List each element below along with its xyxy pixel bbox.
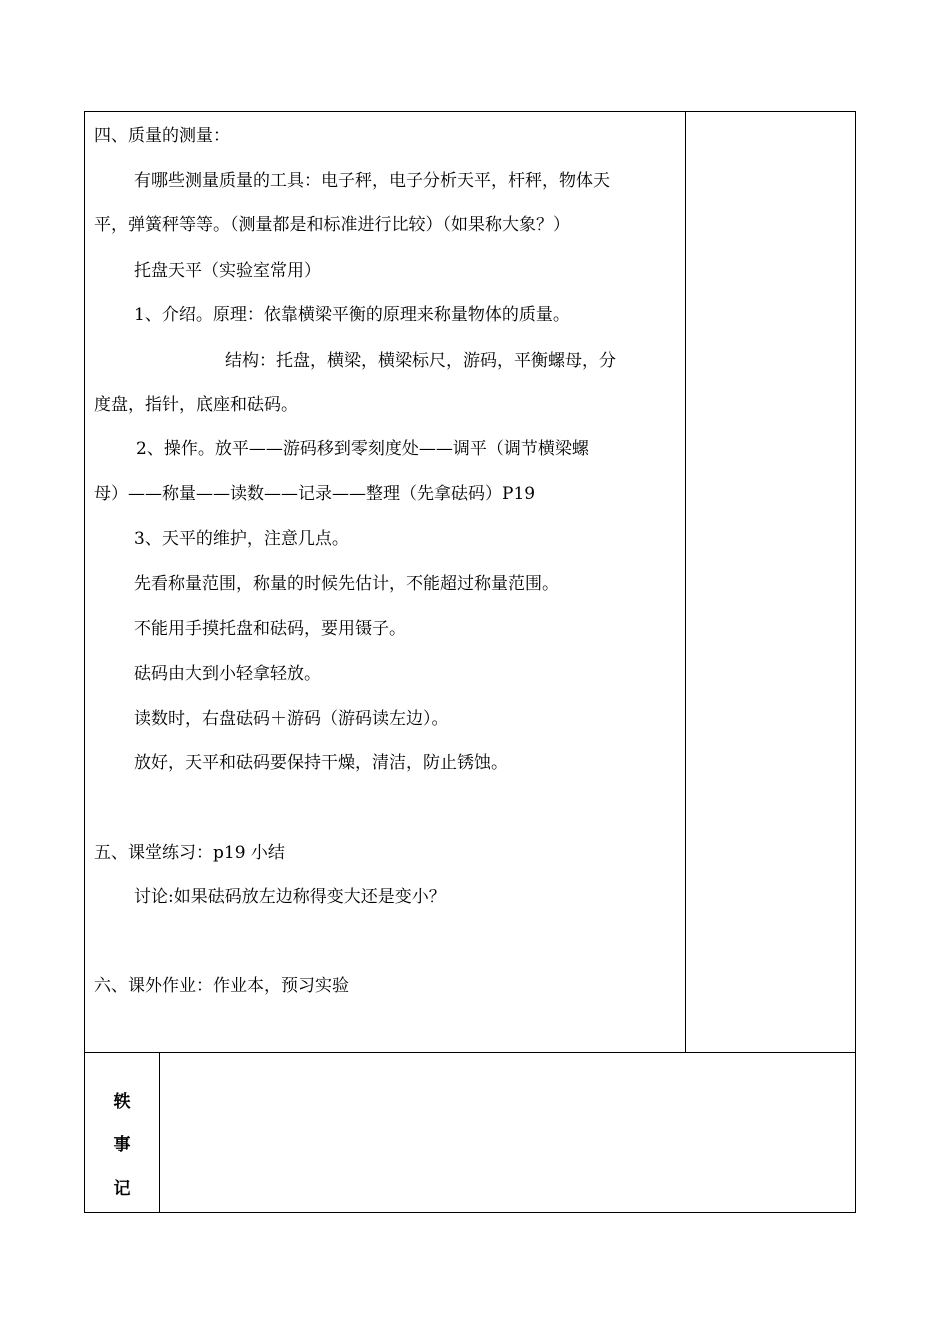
text-line: 1、介绍。原理：依靠横梁平衡的原理来称量物体的质量。	[134, 305, 570, 325]
text-line: 结构：托盘，横梁，横梁标尺，游码，平衡螺母，分	[225, 351, 616, 371]
section-heading: 六、课外作业：作业本，预习实验	[94, 976, 349, 996]
lesson-table	[84, 111, 856, 1213]
text-line: 读数时，右盘砝码＋游码（游码读左边）。	[134, 709, 449, 729]
text-line: 不能用手摸托盘和砝码，要用镊子。	[134, 619, 406, 639]
text-line: 有哪些测量质量的工具：电子秤，电子分析天平，杆秤，物体天	[134, 171, 610, 191]
section-heading: 四、质量的测量：	[94, 126, 230, 146]
text-line: 度盘，指针，底座和砝码。	[94, 395, 298, 415]
notes-label-char: 轶	[113, 1092, 131, 1112]
text-line: 托盘天平（实验室常用）	[134, 261, 321, 281]
notes-label-char: 记	[113, 1179, 131, 1199]
text-line: 平，弹簧秤等等。（测量都是和标准进行比较）（如果称大象？）	[94, 215, 570, 235]
column-divider	[685, 112, 686, 1052]
notes-area	[160, 1053, 855, 1212]
side-notes-cell	[686, 112, 855, 1052]
text-line: 讨论:如果砝码放左边称得变大还是变小？	[134, 887, 446, 907]
notes-label	[85, 1053, 159, 1213]
text-line: 先看称量范围，称量的时候先估计，不能超过称量范围。	[134, 574, 559, 594]
text-line: 3、天平的维护，注意几点。	[134, 529, 349, 549]
text-line: 2、操作。放平——游码移到零刻度处——调平（调节横梁螺	[136, 439, 589, 459]
notes-label-char: 事	[113, 1135, 131, 1155]
section-heading: 五、课堂练习：p19 小结	[94, 843, 285, 863]
text-line: 母）——称量——读数——记录——整理（先拿砝码）P19	[94, 484, 536, 504]
text-line: 放好，天平和砝码要保持干燥，清洁，防止锈蚀。	[134, 753, 508, 773]
text-line: 砝码由大到小轻拿轻放。	[134, 664, 321, 684]
